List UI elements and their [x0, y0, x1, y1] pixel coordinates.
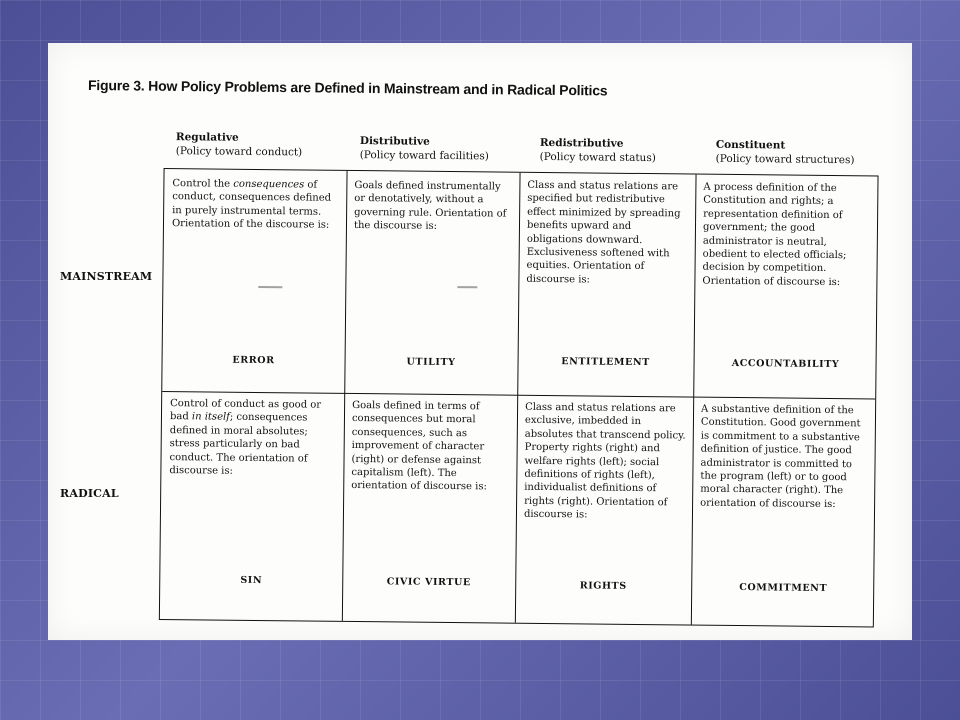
column-subtitle: (Policy toward structures)	[715, 152, 855, 167]
cell-mainstream-constituent	[693, 181, 879, 397]
column-subtitle: (Policy toward facilities)	[359, 149, 489, 163]
row-label-mainstream: MAINSTREAM	[60, 270, 153, 283]
scanned-page	[48, 43, 912, 640]
cell-mainstream-regulative	[162, 177, 346, 393]
orientation-word: UTILITY	[406, 356, 456, 369]
cell-text: Goals defined in terms of consequences but moral consequences, such as improvement of character (right) or defense against capitalism (left). The orientation of discourse is:	[351, 399, 487, 493]
column-title: Regulative	[175, 131, 239, 144]
table-frame	[159, 168, 879, 627]
column-title: Redistributive	[539, 136, 624, 150]
cell-text: A process definition of the Constitution and rights; a representation definition of government; the good administrator is neutral, obedient to elected officials; decision by competition. Orientation of discourse is:	[702, 181, 847, 288]
figure-title: Figure 3. How Policy Problems are Defined in Mainstream and in Radical Politics	[87, 77, 608, 99]
orientation-word: RIGHTS	[579, 580, 627, 592]
cell-text: Class and status relations are exclusive, imbedded in absolutes that transcend policy. Property rights (right) and welfare rights (left); social definitions of rights (left), individualist definitions of rights (right). Orientation of discourse is:	[523, 401, 686, 521]
column-header-redistributive	[540, 136, 656, 165]
column-header-regulative	[176, 130, 303, 159]
cell-radical-regulative	[160, 397, 344, 621]
cell-radical-redistributive	[515, 401, 693, 625]
orientation-word: SIN	[240, 574, 263, 587]
cell-text: Class and status relations are specified but redistributive effect minimized by spreading benefits upward and obligations downward. Exclusiveness softened with equities. Orientation of discourse is:	[526, 179, 681, 286]
orientation-word: CIVIC VIRTUE	[386, 576, 471, 589]
cell-text: Control the consequences of conduct, consequences defined in purely instrumental terms. Orientation of the discourse is:	[171, 178, 332, 231]
cell-mainstream-redistributive	[517, 179, 695, 395]
cell-text: A substantive definition of the Constitution. Good government is commitment to a substantive definition of justice. The good administrator is committed to the program (left) or to good moral character (right). The orientation of discourse is:	[700, 403, 861, 510]
orientation-word: COMMITMENT	[739, 582, 828, 594]
column-title: Distributive	[359, 135, 430, 148]
cell-mainstream-distributive	[344, 179, 519, 395]
row-label-radical: RADICAL	[60, 487, 119, 500]
column-subtitle: (Policy toward status)	[539, 150, 656, 165]
orientation-word: ACCOUNTABILITY	[731, 357, 840, 371]
column-subtitle: (Policy toward conduct)	[175, 145, 303, 159]
cell-radical-distributive	[342, 399, 517, 623]
orientation-word: ENTITLEMENT	[561, 356, 650, 369]
column-header-distributive	[360, 134, 489, 163]
scan-speck	[258, 286, 282, 288]
cell-text: Control of conduct as good or bad in itself; consequences defined in moral absolutes; stress particularly on bad conduct. The orientation of discourse is:	[169, 398, 322, 477]
column-title: Constituent	[715, 138, 786, 152]
scan-speck	[457, 286, 477, 288]
cell-text: Goals defined instrumentally or denotatively, without a governing rule. Orientation of the discourse is:	[353, 179, 507, 233]
column-header-constituent	[716, 138, 855, 167]
policy-table	[159, 128, 881, 633]
orientation-word: ERROR	[232, 354, 275, 367]
cell-radical-constituent	[691, 403, 877, 627]
